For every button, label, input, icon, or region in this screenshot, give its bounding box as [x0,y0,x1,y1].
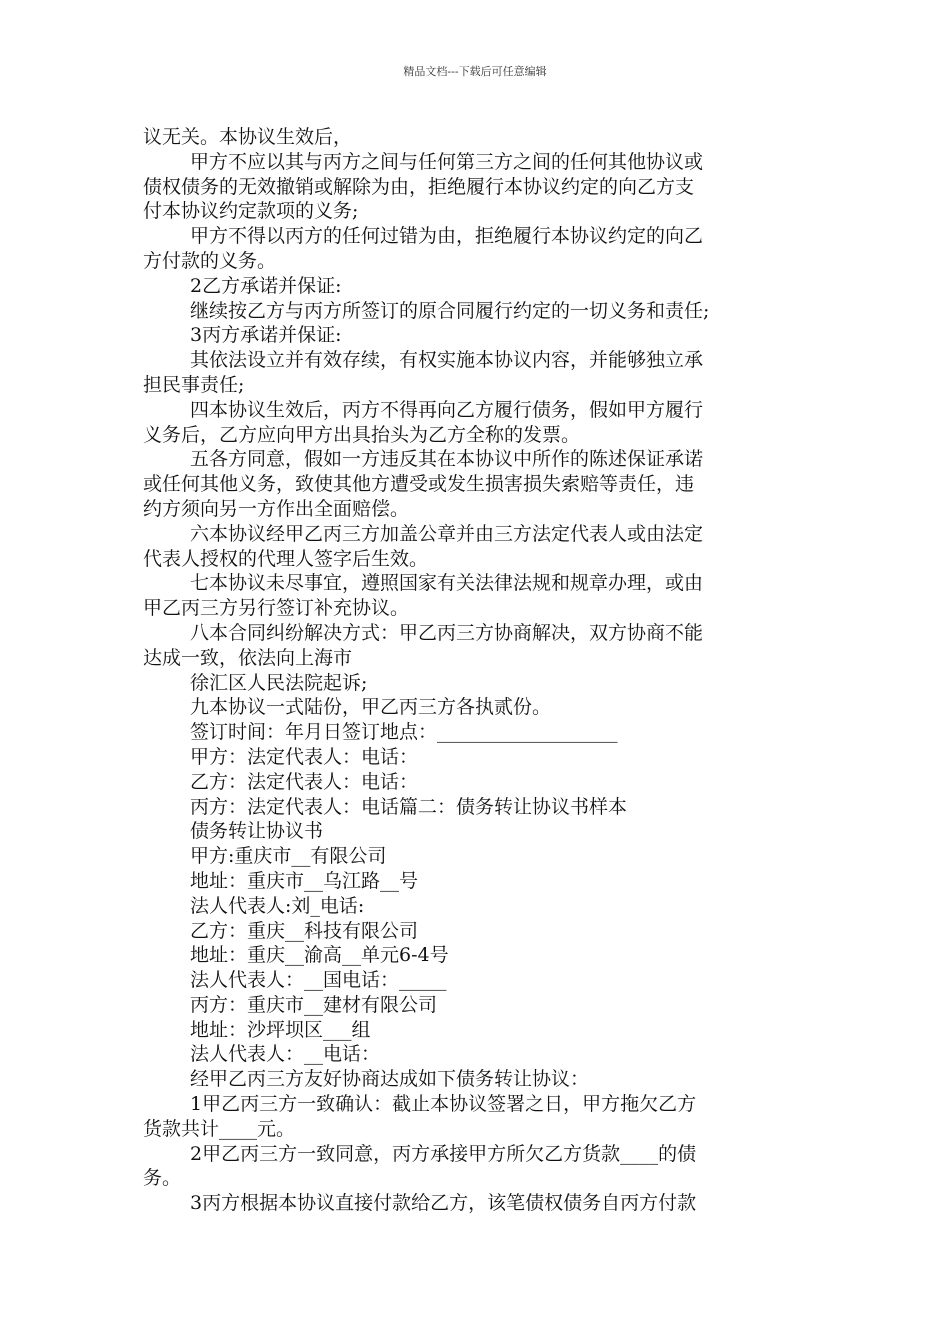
text-line: 法人代表人:刘_电话: [190,894,365,917]
text-line: 九本协议一式陆份，甲乙丙三方各执贰份。 [190,696,552,719]
text-line: 3丙方根据本协议直接付款给乙方，该笔债权债务自丙方付款 [190,1192,697,1215]
text-line: 务。 [143,1167,182,1190]
text-line: 经甲乙丙三方友好协商达成如下债务转让协议： [190,1068,590,1091]
text-line: 3丙方承诺并保证: [190,324,342,347]
text-line: 约方须向另一方作出全面赔偿。 [143,497,410,520]
text-line: 法人代表人：__国电话：_____ [190,969,447,992]
text-line: 债务转让协议书 [190,820,324,843]
text-line: 四本协议生效后，丙方不得再向乙方履行债务，假如甲方履行 [190,398,704,421]
text-line: 甲方:重庆市__有限公司 [190,845,387,868]
text-line: 继续按乙方与丙方所签订的原合同履行约定的一切义务和责任; [190,299,710,322]
text-line: 义务后，乙方应向甲方出具抬头为乙方全称的发票。 [143,423,581,446]
document-body [143,125,813,1216]
text-line: 方付款的义务。 [143,249,277,272]
text-line: 丙方：法定代表人：电话篇二：债务转让协议书样本 [190,795,628,818]
text-line: 付本协议约定款项的义务; [143,200,359,223]
text-line: 甲乙丙三方另行签订补充协议。 [143,597,410,620]
text-line: 甲方不应以其与丙方之间与任何第三方之间的任何其他协议或 [190,150,704,173]
text-line: 五各方同意，假如一方违反其在本协议中所作的陈述保证承诺 [190,448,704,471]
text-line: 徐汇区人民法院起诉; [190,671,368,694]
text-line: 或任何其他义务，致使其他方遭受或发生损害损失索赔等责任，违 [143,473,695,496]
text-line: 2乙方承诺并保证: [190,274,342,297]
text-line: 甲方不得以丙方的任何过错为由，拒绝履行本协议约定的向乙 [190,225,704,248]
text-line: 乙方：重庆__科技有限公司 [190,919,419,942]
text-line: 担民事责任; [143,373,245,396]
text-line: 法人代表人：__电话： [190,1043,381,1066]
text-line: 其依法设立并有效存续，有权实施本协议内容，并能够独立承 [190,349,704,372]
text-line: 六本协议经甲乙丙三方加盖公章并由三方法定代表人或由法定 [190,522,704,545]
text-line: 地址：重庆__渝高__单元6-4号 [190,944,449,967]
text-line: 达成一致，依法向上海市 [143,646,353,669]
text-line: 地址：沙坪坝区___组 [190,1018,371,1041]
text-line: 地址：重庆市__乌江路__号 [190,869,419,892]
text-line: 签订时间：年月日签订地点：___________________ [190,721,618,744]
page-header: 精品文档---下载后可任意编辑 [403,65,547,78]
text-line: 八本合同纠纷解决方式：甲乙丙三方协商解决，双方协商不能 [190,621,704,644]
text-line: 丙方：重庆市__建材有限公司 [190,993,438,1016]
text-line: 货款共计____元。 [143,1117,296,1140]
text-line: 债权债务的无效撤销或解除为由，拒绝履行本协议约定的向乙方支 [143,175,695,198]
text-line: 议无关。本协议生效后， [143,126,353,148]
text-line: 乙方：法定代表人：电话： [190,770,419,793]
text-line: 七本协议未尽事宜，遵照国家有关法律法规和规章办理，或由 [190,572,704,595]
text-line: 甲方：法定代表人：电话： [190,745,419,768]
text-line: 2甲乙丙三方一致同意，丙方承接甲方所欠乙方货款____的债 [190,1142,697,1165]
text-line: 1甲乙丙三方一致确认：截止本协议签署之日，甲方拖欠乙方 [190,1093,697,1116]
text-line: 代表人授权的代理人签字后生效。 [143,547,429,570]
